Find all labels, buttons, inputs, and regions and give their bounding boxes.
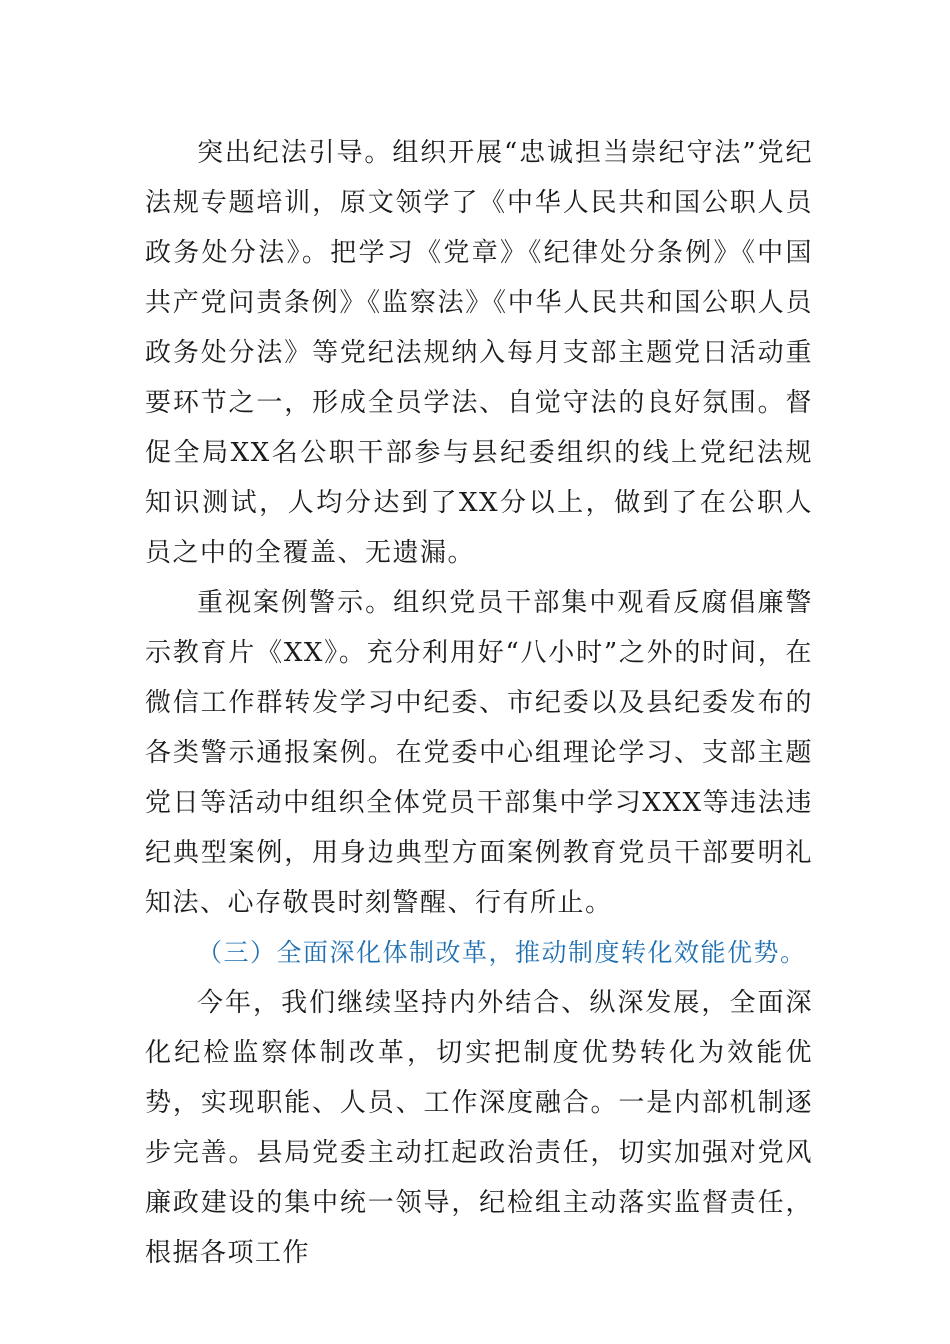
document-body xyxy=(145,128,813,1278)
paragraph-discipline-guidance: 突出纪法引导。组织开展“忠诚担当崇纪守法”党纪法规专题培训，原文领学了《中华人民共和国公职人员政务处分法》。把学习《党章》《纪律处分条例》《中国共产党问责条例》《监察法》《中华人民共和国公职人员政务处分法》等党纪法规纳入每月支部主题党日活动重要环节之一，形成全员学法、自觉守法的良好氛围。督促全局XX名公职干部参与县纪委组织的线上党纪法规知识测试，人均分达到了XX分以上，做到了在公职人员之中的全覆盖、无遗漏。 xyxy=(145,138,813,568)
paragraph-case-warning: 重视案例警示。组织党员干部集中观看反腐倡廉警示教育片《XX》。充分利用好“八小时”之外的时间，在微信工作群转发学习中纪委、市纪委以及县纪委发布的各类警示通报案例。在党委中心组理论学习、支部主题党日等活动中组织全体党员干部集中学习XXX等违法违纪典型案例，用身边典型方面案例教育党员干部要明礼知法、心存敬畏时刻警醒、行有所止。 xyxy=(145,588,813,918)
paragraph-reform-body: 今年，我们继续坚持内外结合、纵深发展，全面深化纪检监察体制改革，切实把制度优势转化为效能优势，实现职能、人员、工作深度融合。一是内部机制逐步完善。县局党委主动扛起政治责任，切实加强对党风廉政建设的集中统一领导，纪检组主动落实监督责任，根据各项工作 xyxy=(145,988,813,1268)
section-heading-reform: （三）全面深化体制改革，推动制度转化效能优势。 xyxy=(197,938,807,967)
